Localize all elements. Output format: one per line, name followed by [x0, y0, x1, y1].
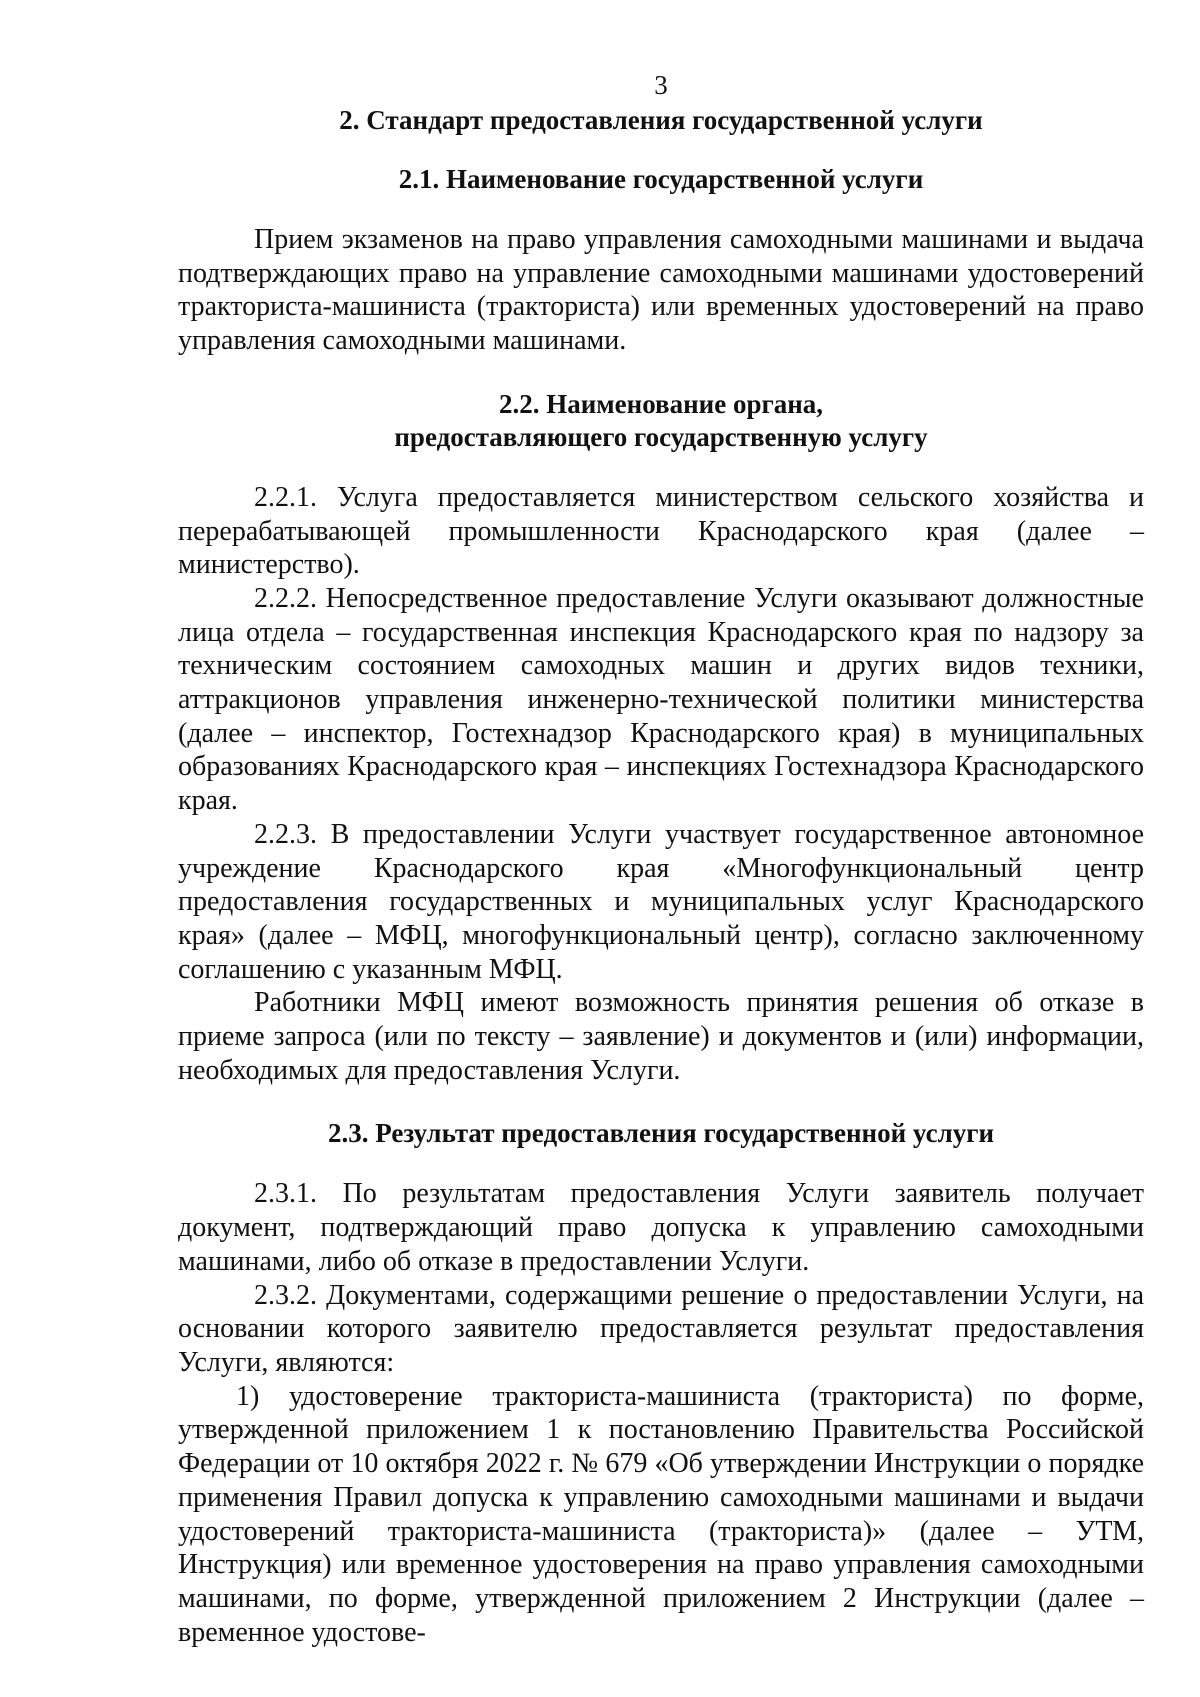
paragraph-2-2-3: 2.2.3. В предоставлении Услуги участвует государственное автономное учреждение Краснодарского края «Многофункциональный центр предоставления государственных и муниципальных услуг Краснодарского края» (далее – МФЦ, многофункциональный центр), согласно заключенному соглашению с указанным МФЦ. — [178, 818, 1144, 985]
subsection-2-1-text: Прием экзаменов на право управления самоходными машинами и выдача подтверждающих право на управление самоходными машинами удостоверений тракториста-машиниста (тракториста) или временных удостоверений на право управления самоходными машинами. — [178, 224, 1144, 357]
list-item-1: 1) удостоверение тракториста-машиниста (тракториста) по форме, утвержденной приложением 1 к постановлению Правительства Российской Федерации от 10 октября 2022 г. № 679 «Об утверждении Инструкции о порядке применения Правил допуска к управлению самоходными машинами и выдачи удостоверений тракториста-машиниста (тракториста)» (далее – УТМ, Инструкция) или временное удостоверения на право управления самоходными машинами, по форме, утвержденной приложением 2 Инструкции (далее – временное удостове- — [178, 1380, 1144, 1648]
subsection-2-1-title: 2.1. Наименование государственной услуги — [398, 164, 924, 194]
page-number: 3 — [654, 70, 668, 100]
paragraph-2-2-2: 2.2.2. Непосредственное предоставление Услуги оказывают должностные лица отдела – государственная инспекция Краснодарского края по надзору за техническим состоянием самоходных машин и других видов техники, аттракционов управления инженерно-технической политики министерства (далее – инспектор, Гостехнадзор Краснодарского края) в муниципальных образованиях Краснодарского края – инспекциях Гостехнадзора Краснодарского края. — [178, 582, 1144, 817]
paragraph-mfc-workers: Работники МФЦ имеют возможность принятия решения об отказе в приеме запроса (или по тексту – заявление) и документов и (или) информации, необходимых для предоставления Услуги. — [178, 987, 1144, 1086]
spacer — [178, 1087, 1144, 1117]
paragraph-2-3-2: 2.3.2. Документами, содержащими решение о предоставлении Услуги, на основании которого заявителю предоставляется результат предоставления Услуги, являются: — [178, 1279, 1144, 1378]
spacer — [178, 358, 1144, 388]
subsection-2-2-title-line2: предоставляющего государственную услугу — [394, 421, 928, 452]
subsection-2-2-title-line1: 2.2. Наименование органа, — [498, 388, 824, 419]
subsection-2-3-title: 2.3. Результат предоставления государственной услуги — [327, 1118, 995, 1149]
paragraph-2-2-1: 2.2.1. Услуга предоставляется министерством сельского хозяйства и перерабатывающей промышленности Краснодарского края (далее – министерство). — [178, 481, 1144, 581]
section-title: 2. Стандарт предоставления государственной услуги — [339, 105, 983, 135]
document-page — [178, 70, 1144, 1649]
paragraph-2-3-1: 2.3.1. По результатам предоставления Услуги заявитель получает документ, подтверждающий право допуска к управлению самоходными машинами, либо об отказе в предоставлении Услуги. — [178, 1178, 1144, 1277]
